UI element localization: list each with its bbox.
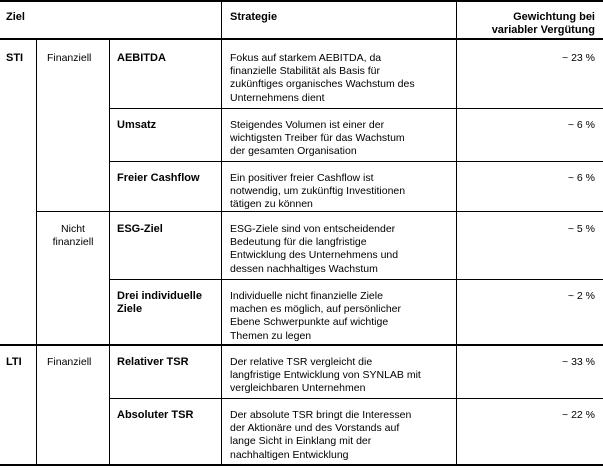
weight-value: ~ 6 % <box>567 172 595 184</box>
weight-value: ~ 5 % <box>567 223 595 235</box>
strategy-line: Fokus auf starkem AEBITDA, da <box>230 52 382 64</box>
strategy-line: notwendig, um zukünftig Investitionen <box>230 185 406 198</box>
header-bottom-rule <box>0 38 603 40</box>
target-name: AEBITDA <box>117 52 166 64</box>
target-name: Freier Cashflow <box>117 172 200 184</box>
row-rule <box>109 161 603 162</box>
strategy-line: Themen zu legen <box>230 329 312 342</box>
header-gewichtung-line: variabler Vergütung <box>491 24 595 37</box>
header-gewichtung <box>492 11 595 37</box>
target-name: ESG-Ziel <box>117 223 163 235</box>
strategy-text <box>230 119 405 159</box>
strategy-line: der gesamten Organisation <box>230 145 357 158</box>
column-rule <box>221 0 222 465</box>
strategy-text <box>230 223 398 276</box>
strategy-line: Individuelle nicht finanzielle Ziele <box>230 290 383 302</box>
strategy-text <box>230 290 401 343</box>
category-label-line: Nicht <box>61 223 85 235</box>
strategy-line: nachhaltigen Entwicklung <box>230 448 349 461</box>
row-rule <box>109 108 603 109</box>
category-label: Finanziell <box>47 52 92 64</box>
column-rule <box>109 39 110 465</box>
row-rule <box>109 279 603 280</box>
strategy-line: lange Sicht in Einklang mit der <box>230 435 372 448</box>
strategy-line: der Aktionäre und des Vorstands auf <box>230 422 400 435</box>
weight-value: ~ 6 % <box>567 119 595 131</box>
header-gewichtung-line: Gewichtung bei <box>513 11 595 23</box>
strategy-line: Der absolute TSR bringt die Interessen <box>230 409 412 421</box>
column-rule <box>36 39 37 465</box>
strategy-text <box>230 409 411 462</box>
strategy-line: zukünftiges organisches Wachstum des <box>230 78 415 91</box>
strategy-line: langfristige Entwicklung von SYNLAB mit <box>230 369 421 382</box>
target-name: Absoluter TSR <box>117 409 194 421</box>
category-label: Finanziell <box>47 356 92 368</box>
strategy-line: Steigendes Volumen ist einer der <box>230 119 385 131</box>
column-rule <box>456 0 457 465</box>
strategy-line: dessen nachhaltiges Wachstum <box>230 262 378 275</box>
group-label-sti: STI <box>6 52 24 64</box>
strategy-text <box>230 356 421 396</box>
weight-value: ~ 23 % <box>562 52 595 64</box>
weight-value: ~ 22 % <box>562 409 595 421</box>
header-ziel: Ziel <box>6 11 25 23</box>
strategy-line: Entwicklung des Unternehmens und <box>230 249 399 262</box>
table-top-rule <box>0 0 603 2</box>
target-name <box>117 290 202 316</box>
header-strategie: Strategie <box>230 11 278 23</box>
strategy-line: Bedeutung für die langfristige <box>230 236 367 249</box>
category-label <box>37 223 109 249</box>
strategy-line: finanzielle Stabilität als Basis für <box>230 65 380 78</box>
strategy-line: vergleichbaren Unternehmen <box>230 382 366 395</box>
strategy-line: wichtigsten Treiber für das Wachstum <box>230 132 405 145</box>
category-label-line: finanziell <box>52 236 94 249</box>
target-name: Relativer TSR <box>117 356 189 368</box>
strategy-text <box>230 172 405 212</box>
table-bottom-rule <box>0 464 603 466</box>
strategy-line: Der relative TSR vergleicht die <box>230 356 373 368</box>
target-name-line: Ziele <box>117 303 143 316</box>
strategy-line: tätigen zu können <box>230 198 313 211</box>
weight-value: ~ 2 % <box>567 290 595 302</box>
target-name: Umsatz <box>117 119 157 131</box>
strategy-line: Unternehmens dient <box>230 91 325 104</box>
weight-value: ~ 33 % <box>562 356 595 368</box>
group-label-lti: LTI <box>6 356 22 368</box>
strategy-line: machen es möglich, auf persönlicher <box>230 303 402 316</box>
strategy-line: Ein positiver freier Cashflow ist <box>230 172 374 184</box>
strategy-line: Ebene Schwerpunkte auf wichtige <box>230 316 389 329</box>
group-rule <box>0 344 603 346</box>
row-rule <box>109 398 603 399</box>
strategy-text <box>230 52 415 105</box>
strategy-line: ESG-Ziele sind von entscheidender <box>230 223 396 235</box>
target-name-line: Drei individuelle <box>117 290 202 302</box>
